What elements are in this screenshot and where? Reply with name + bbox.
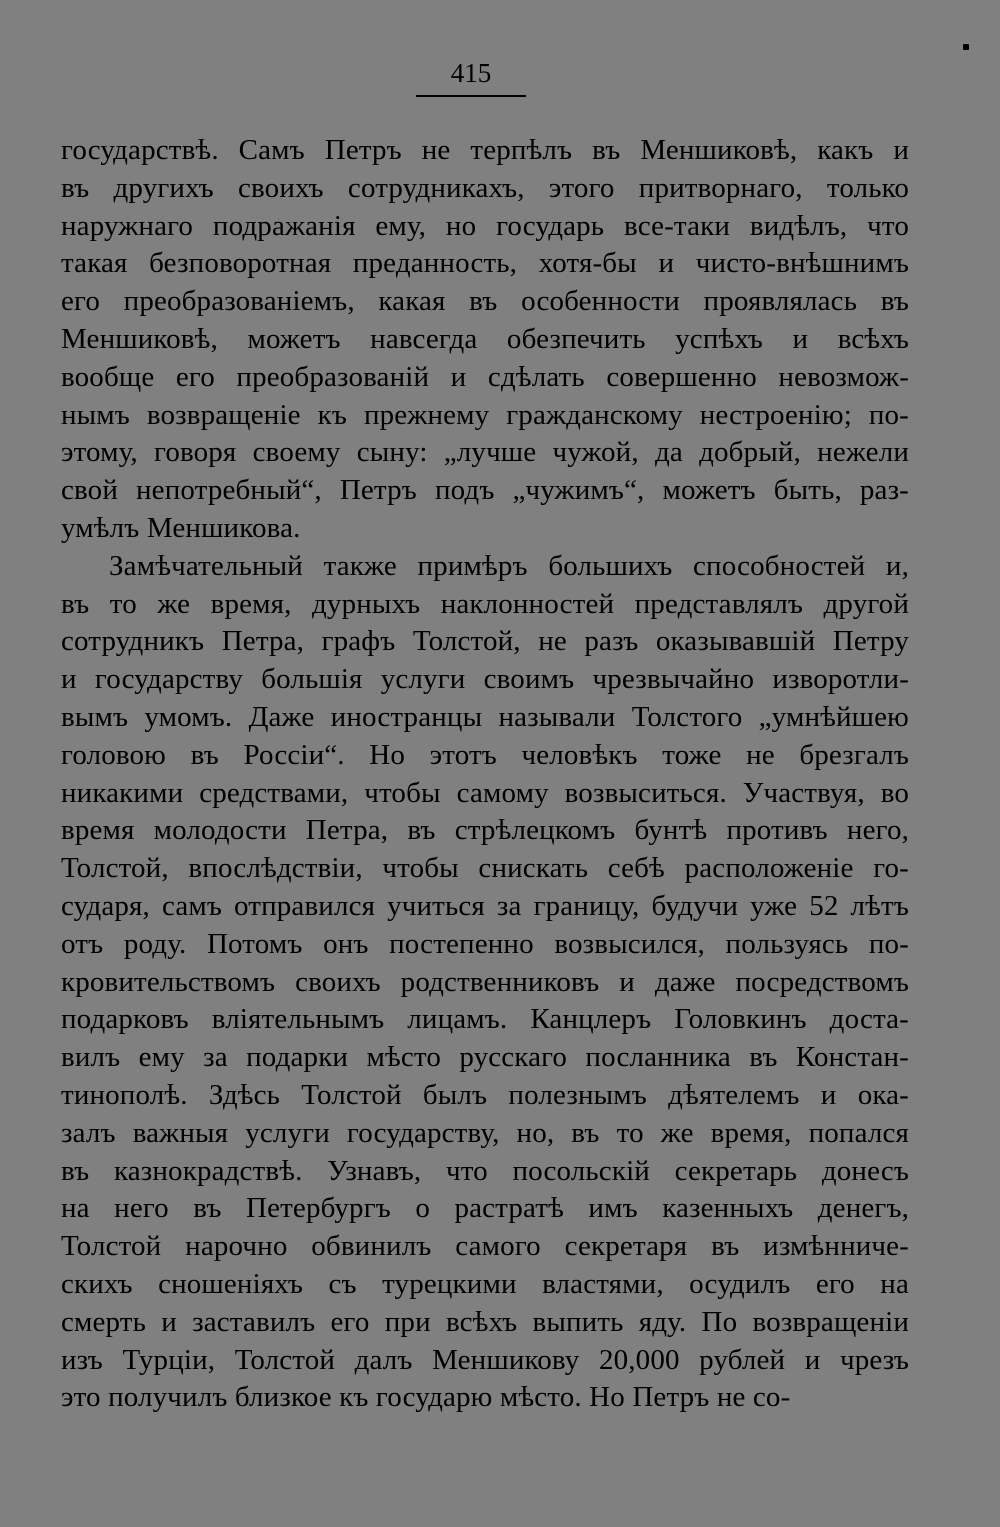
text-line: и государству большія услуги своимъ чрезвычайно изворотли- bbox=[61, 663, 909, 696]
text-line: сударя, самъ отправился учиться за границу, будучи уже 52 лѣтъ bbox=[61, 889, 909, 922]
text-line: тинополѣ. Здѣсь Толстой былъ полезнымъ дѣятелемъ и ока- bbox=[61, 1078, 909, 1111]
text-line: подарковъ вліятельнымъ лицамъ. Канцлеръ Головкинъ доста- bbox=[61, 1003, 909, 1036]
text-line: сотрудникъ Петра, графъ Толстой, не разъ оказывавшій Петру bbox=[61, 625, 909, 658]
text-line: скихъ сношеніяхъ съ турецкими властями, осудилъ его на bbox=[61, 1267, 909, 1300]
page-number-rule bbox=[416, 95, 526, 97]
text-line: умѣлъ Меншикова. bbox=[61, 511, 301, 544]
text-line: кровительствомъ своихъ родственниковъ и даже посредствомъ bbox=[61, 965, 909, 998]
text-line: государствѣ. Самъ Петръ не терпѣлъ въ Меншиковѣ, какъ и bbox=[61, 134, 909, 166]
text-line: время молодости Петра, въ стрѣлецкомъ бунтѣ противъ него, bbox=[61, 814, 909, 847]
text-line: въ другихъ своихъ сотрудникахъ, этого притворнаго, только bbox=[61, 171, 909, 204]
text-line: вообще его преобразованій и сдѣлать совершенно невозмож- bbox=[61, 360, 909, 393]
text-line: на него въ Петербургъ о растратѣ имъ казенныхъ денегъ, bbox=[61, 1192, 909, 1225]
text-line: никакими средствами, чтобы самому возвыситься. Участвуя, во bbox=[61, 776, 909, 809]
body-text bbox=[61, 132, 909, 1417]
scan-speck bbox=[963, 44, 969, 50]
text-line: вымъ умомъ. Даже иностранцы называли Толстого „умнѣйшею bbox=[61, 700, 909, 733]
text-line: его преобразованіемъ, какая въ особенности проявлялась въ bbox=[61, 285, 909, 318]
text-line: наружнаго подражанія ему, но государь все-таки видѣлъ, что bbox=[61, 209, 909, 242]
text-line: это получилъ близкое къ государю мѣсто. Но Петръ не со- bbox=[61, 1381, 791, 1414]
text-line: Толстой, впослѣдствіи, чтобы снискать себѣ расположеніе го- bbox=[61, 852, 909, 885]
text-line: въ казнокрадствѣ. Узнавъ, что посольскій секретарь донесъ bbox=[61, 1154, 909, 1187]
text-line: Замѣчательный также примѣръ большихъ способностей и, bbox=[109, 549, 909, 582]
text-line: нымъ возвращеніе къ прежнему гражданскому нестроенію; по- bbox=[61, 398, 909, 431]
text-line: въ то же время, дурныхъ наклонностей представлялъ другой bbox=[61, 587, 909, 620]
text-line: отъ роду. Потомъ онъ постепенно возвысился, пользуясь по- bbox=[61, 927, 909, 960]
text-line: головою въ Россіи“. Но этотъ человѣкъ тоже не брезгалъ bbox=[61, 738, 909, 771]
text-line: вилъ ему за подарки мѣсто русскаго посланника въ Констан- bbox=[61, 1041, 909, 1074]
text-line: Толстой нарочно обвинилъ самого секретаря въ измѣнниче- bbox=[61, 1230, 909, 1263]
text-line: Меншиковѣ, можетъ навсегда обезпечить успѣхъ и всѣхъ bbox=[61, 322, 909, 355]
text-line: залъ важныя услуги государству, но, въ то же время, попался bbox=[61, 1116, 909, 1149]
text-line: свой непотребный“, Петръ подъ „чужимъ“, можетъ быть, раз- bbox=[61, 474, 909, 507]
text-line: этому, говоря своему сыну: „лучше чужой, да добрый, нежели bbox=[61, 436, 909, 469]
page-number: 415 bbox=[450, 58, 492, 88]
text-line: смерть и заставилъ его при всѣхъ выпить яду. По возвращеніи bbox=[61, 1305, 909, 1338]
text-line: такая безповоротная преданность, хотя-бы и чисто-внѣшнимъ bbox=[61, 247, 909, 280]
text-line: изъ Турціи, Толстой далъ Меншикову 20,000 рублей и чрезъ bbox=[61, 1343, 909, 1376]
